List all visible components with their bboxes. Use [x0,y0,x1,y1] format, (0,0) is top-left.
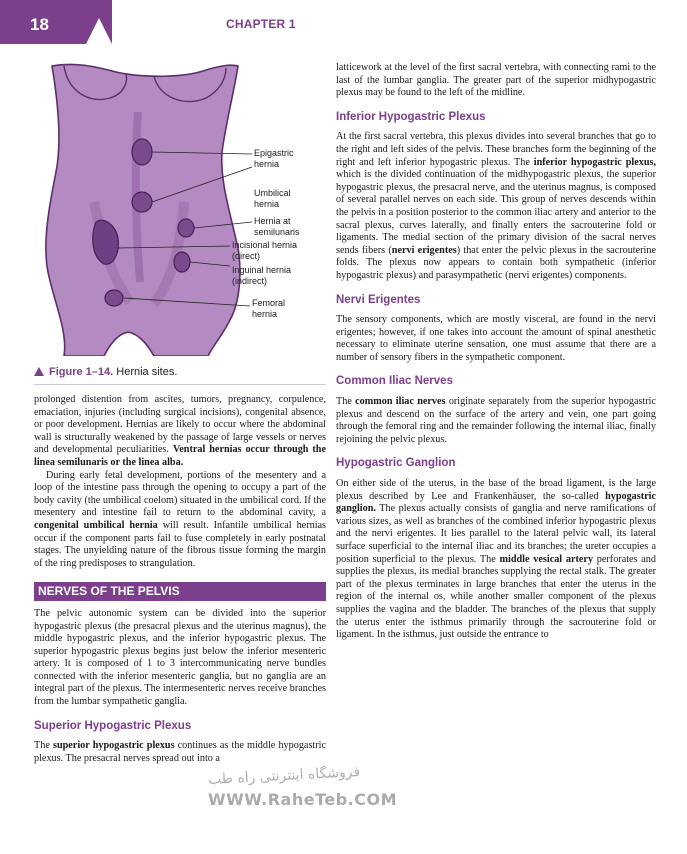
callout-femoral: Femoral hernia [252,298,286,319]
umbilical-hernia [132,192,152,212]
subheading-nervi-erigentes: Nervi Erigentes [336,293,421,306]
paragraph-superior-plexus: The superior hypogastric plexus continues as the middle hypogastric plexus. The presacral nerves spread out into a [34,740,326,764]
watermark-url: WWW.RaheTeb.COM [208,790,398,809]
subheading-superior-hypogastric: Superior Hypogastric Plexus [34,719,192,732]
figure-caption-text: Hernia sites. [116,366,178,378]
subheading-inferior-hypogastric: Inferior Hypogastric Plexus [336,110,486,123]
paragraph-hernia-causes: prolonged distention from ascites, tumors, pregnancy, corpulence, emaciation, injuries (including surgical incisions), congenital absence, or poor development. Hernias are likely to occur where the abdominal wall is structurally weakened by the passage of large vessels or nerves and developmental peculiarities. Ventral hernias occur through the linea semilunaris or the linea alba. [34,394,326,468]
caption-rule [34,384,326,385]
subheading-common-iliac: Common Iliac Nerves [336,375,453,388]
subheading-hypogastric-ganglion: Hypogastric Ganglion [336,457,456,470]
chapter-label: CHAPTER 1 [226,17,296,31]
epigastric-hernia [132,139,152,165]
figure-caption [34,366,177,378]
watermark [207,764,398,828]
tab-notch [86,18,112,44]
paragraph-inferior-plexus: At the first sacral vertebra, this plexus divides into several branches that go to the right and left sides of the pelvis. These branches form the beginning of the right and left inferior hypogastric plexus. The inferior hypogastric plexus, which is the divided continuation of the midhypogastric plexus, the superior hypogastric plexus, the presacral nerve, and the uterinus magnus, is composed of several parallel nerves on each side. This group of nerves descends within the pelvis in a position posterior to the common iliac artery and anterior to the sacral plexus, curves laterally, and finally enters the sacrouterine fold or ligaments. The medial section of the primary division of the sacral nerves sends fibers (nervi erigentes) that enter the pelvic plexus in the sacrouterine folds. The plexus now appears to contain both sympathetic (inferior hypogastric plexus) and parasympathetic (nervi erigentes) components. [336,131,657,281]
inguinal-hernia [174,252,190,272]
callout-umbilical: Umbilical hernia [254,188,291,209]
page-header [0,0,687,48]
caption-triangle-icon [34,367,44,376]
callout-incisional: Incisional hernia (direct) [232,240,298,261]
callout-epigastric: Epigastric hernia [254,148,294,169]
paragraph-latticework: latticework at the level of the first sacral vertebra, with connecting rami to the last of the lumbar ganglia. The greater part of the superior midhypogastric plexus may be found to the left of the midline. [336,62,656,99]
paragraph-common-iliac: The common iliac nerves originate separately from the superior hypogastric plexus and descend on the surface of the artery and vein, one part going through the femoral ring and the remainder following the internal iliac, finally rejoining the pelvic plexus. [336,396,657,445]
figure-number: Figure 1–14. [49,366,114,378]
callout-inguinal: Inguinal hernia (indirect) [232,265,292,286]
left-column [34,394,326,765]
right-column [336,62,656,642]
paragraph-nervi-erigentes: The sensory components, which are mostly visceral, are found in the nervi erigentes; however, if one takes into account the amount of spinal anesthetic necessary to eliminate uterine sensation, one must assume that there are a number of sensory fibers in the sympathetic component. [336,314,656,363]
semilunaris-hernia [178,219,194,237]
hernia-figure [34,52,326,356]
watermark-persian-text: فروشگاه اینترنتی راه طب [207,764,361,788]
paragraph-fetal-development: During early fetal development, portions of the mesentery and a loop of the intestine pass through the opening to occupy a part of the body cavity (the umbilical coelom) situated in the umbilical cord. If the mesentery and intestine fail to return to the abdominal cavity, a congenital umbilical hernia will result. Infantile umbilical hernias occur if the component parts fail to fuse completely in early postnatal stages. The unyielding nature of the fibrous tissue forming the margin of the ring predisposes to strangulation. [34,469,327,569]
page-number: 18 [30,15,49,34]
femoral-hernia [105,290,123,306]
section-heading-nerves: NERVES OF THE PELVIS [34,582,326,601]
paragraph-pelvic-autonomic: The pelvic autonomic system can be divided into the superior hypogastric plexus (the presacral plexus and the uterinus magnus), the middle hypogastric plexus, and the inferior hypogastric plexus. The superior hypogastric plexus begins just below the inferior mesenteric artery. It is composed of 1 to 3 intercommunicating nerve bundles connected with the inferior mesenteric ganglia, but no ganglia are an integral part of the plexus. The intermesenteric nerves receive branches from the lumbar sympathetic ganglia. [34,607,326,708]
callout-semilunaris: Hernia at semilunaris [254,216,300,237]
paragraph-hypogastric-ganglion: On either side of the uterus, in the base of the broad ligament, is the large plexus described by Lee and Frankenhäuser, the so-called hypogastric ganglion. The plexus actually consists of ganglia and nerve ramifications of various sizes, as well as branches of the combined inferior hypogastric plexus and the nervi erigentes. It lies parallel to the lateral pelvic wall, its lateral surface superficial to the internal iliac and its branches; the ureter occupies a position superficial to the plexus. The middle vesical artery perforates and supplies the plexus, its medial branches supplying the rectal stalk. The greater part of the plexus terminates in large branches that enter the uterus in the region of the internal os, while another smaller component of the plexus supplies the vagina and the bladder. The branches of the plexus that supply the uterus enter the isthmus primarily through the sacrouterine fold or ligament. In the isthmus, just outside the entrance to [336,478,656,641]
